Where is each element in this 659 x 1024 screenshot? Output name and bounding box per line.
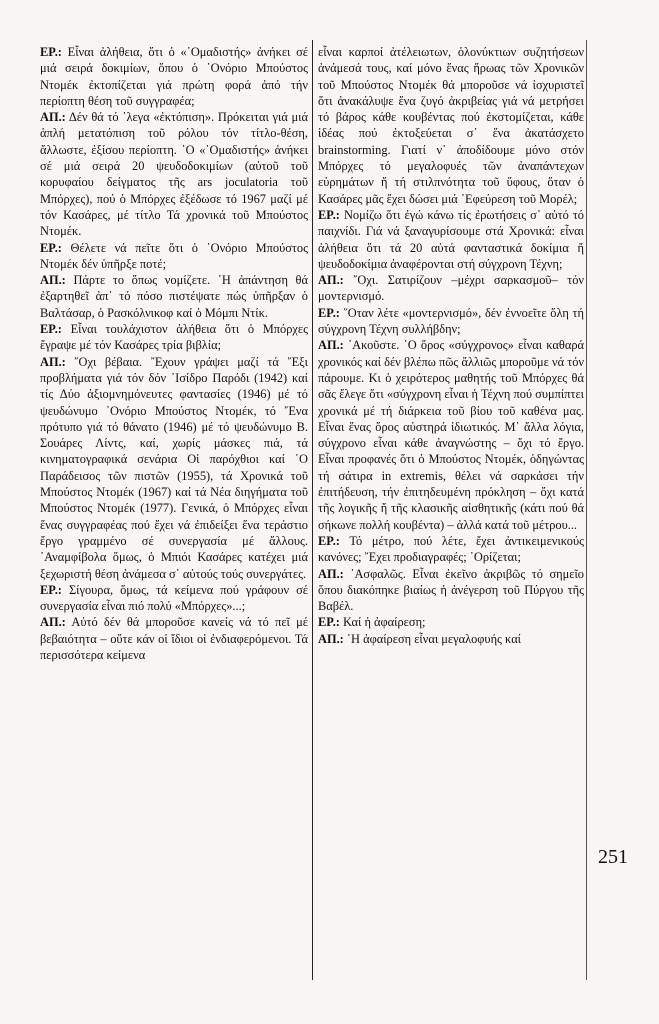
- left-column: [40, 44, 308, 663]
- speaker-label: ΕΡ.:: [40, 240, 62, 255]
- speaker-label: ΑΠ.:: [318, 631, 344, 646]
- speaker-label: ΕΡ.:: [40, 582, 62, 597]
- paragraph-text: Σίγουρα, ὅμως, τά κείμενα πού γράφουν σέ συνεργασία εἶναι πιό πολύ «Μπόρχες»...;: [40, 582, 308, 614]
- interview-paragraph: [318, 614, 584, 630]
- paragraph-text: Εἶναι ἀλήθεια, ὅτι ὁ «᾿Ομαδιστής» ἀνήκει σέ μιά σειρά δοκιμίων, ὅπου ὁ ᾿Ονόριο Μπούστος Ντομέκ ἐκτοπίζεται γιά πρώτη φορά ἀπό τήν περίοπτη θέση τοῦ συγγραφέα;: [40, 45, 308, 108]
- interview-paragraph: [318, 44, 584, 207]
- paragraph-text: ῎Οχι βέβαια. ῎Εχουν γράψει μαζί τά ῎Εξι προβλήματα γιά τόν δόν ᾿Ισίδρο Παρόδι (1942) καί τίς Δύο ἀξιομνημόνευτες φαντασίες (1946) μέ τό ψευδώνυμο ᾿Ονόριο Μπούστος Ντομέκ, τό ῎Ενα πρότυπο γιά τό θάνατο (1946) μέ τό ψευδώνυμο Β. Σουάρες Λίντς, καί, χωρίς μάσκες πιά, τά κινηματογραφικά σενάρια Οἱ παρόχθιοι καί ῾Ο Παράδεισος τῶν πιστῶν (1955), τά Χρονικά τοῦ Μπούστος Ντομέκ (1967) καί τά Νέα διηγήματα τοῦ Μπούστος Ντομέκ (1977). Γενικά, ὁ Μπόρχες εἶναι ἕνας συγγραφέας πού ἔχει νά ἐπιδείξει ἕνα τεράστιο ἔργο γραμμένο σέ συνεργασία μέ ἄλλους. ᾿Αναμφίβολα ὅμως, ὁ Μπιόι Κασάρες κατέχει μιά ξεχωριστή θέση ἀνάμεσα σ᾿ αὐτούς τούς συνεργάτες.: [40, 354, 308, 581]
- interview-paragraph: [40, 321, 308, 354]
- speaker-label: ΕΡ.:: [40, 45, 62, 59]
- speaker-label: ΑΠ.:: [40, 273, 66, 288]
- paragraph-text: Αὐτό δέν θά μποροῦσε κανείς νά τό πεῖ μέ βεβαιότητα – οὔτε κάν οἱ ἴδιοι οἱ ἐνδιαφερόμενοι. Τά περισσότερα κείμενα: [40, 615, 308, 662]
- paragraph-text: Θέλετε νά πεῖτε ὅτι ὁ ᾿Ονόριο Μπούστος Ντομέκ δέν ὑπῆρξε ποτέ;: [40, 240, 308, 271]
- paragraph-text: εἶναι καρποί ἀτέλειωτων, ὁλονύκτιων συζητήσεων ἀνάμεσά τους, καί μόνο ἕνας ἥρωας τῶν Χρονικῶν τοῦ Μπούστος Ντομέκ θά μποροῦσε νά ἰσχυριστεῖ ὅτι ἀνακάλυψε ἕνα ζυγό ἀκριβείας γιά νά μετρήσει τό βάρος κάθε κουβέντας πού ἐκστομίζεται, κάθε ἰδέας πού ἐκτοξεύεται σ᾿ ἕνα ἀκατάσχετο brainstorming. Γιατί ν᾿ ἀποδίδουμε μόνο στόν Μπόρχες τό μεγαλοφυές τῶν ἀναπάντεχων εὑρημάτων ἤ τή στιλπνότητα τοῦ ὕφους, ὅταν ὁ Κασάρες μᾶς ἔχει δώσει μιά ᾿Εφεύρεση τοῦ Μορέλ;: [318, 45, 584, 206]
- interview-paragraph: [318, 305, 584, 338]
- paragraph-text: Νομίζω ὅτι ἐγώ κάνω τίς ἐρωτήσεις σ᾿ αὐτό τό παιχνίδι. Γιά νά ξαναγυρίσουμε στά Χρονικά: εἶναι ἀλήθεια ὅτι τά 20 αὐτά φανταστικά δοκίμια ἤ ψευδοδοκίμια ἀναφέρονται στή σύγχρονη Τέχνη;: [318, 207, 584, 271]
- interview-paragraph: [318, 631, 584, 647]
- interview-paragraph: [40, 354, 308, 582]
- interview-paragraph: [40, 614, 308, 663]
- paragraph-text: Τό μέτρο, πού λέτε, ἔχει ἀντικειμενικούς κανόνες; ῎Εχει προδιαγραφές; ᾿Ορίζεται;: [318, 533, 584, 565]
- paragraph-text: Δέν θά τό ᾿λεγα «ἐκτόπιση». Πρόκειται γιά μιά ἁπλή μετατόπιση τοῦ ρόλου τόν τίτλο-θέση, ἄλλωστε, ἐξίσου περίοπτη. ᾿Ο «᾿Ομαδιστής» ἀνήκει σέ μιά σειρά 20 ψευδοδοκιμίων (αὐτοῦ τοῦ κορυφαίου δείγματος τῆς ars joculatoria τοῦ Μπόρχες), πού ὁ Μπόρχες ἐξέδωσε τό 1967 μαζί μέ τόν Κασάρες, μέ τίτλο Τά χρονικά τοῦ Μπούστος Ντομέκ.: [40, 110, 308, 239]
- paragraph-text: Καί ἡ ἀφαίρεση;: [343, 615, 426, 630]
- margin-rule: [586, 40, 587, 980]
- interview-paragraph: [40, 240, 308, 273]
- interview-paragraph: [40, 272, 308, 321]
- speaker-label: ΕΡ.:: [318, 305, 340, 320]
- interview-paragraph: [318, 533, 584, 566]
- speaker-label: ΑΠ.:: [40, 615, 66, 630]
- speaker-label: ΕΡ.:: [318, 207, 340, 222]
- interview-paragraph: [318, 272, 584, 305]
- paragraph-text: ῞Οταν λέτε «μοντερνισμό», δέν ἐννοεῖτε ὅλη τή σύγχρονη Τέχνη συλλήβδην;: [318, 305, 584, 337]
- paragraph-text: ῾Η ἀφαίρεση εἶναι μεγαλοφυής καί: [346, 631, 522, 646]
- paragraph-text: Εἶναι τουλάχιστον ἀλήθεια ὅτι ὁ Μπόρχες ἔγραψε μέ τόν Κασάρες τρία βιβλία;: [40, 322, 308, 353]
- interview-paragraph: [318, 207, 584, 272]
- speaker-label: ΕΡ.:: [318, 615, 340, 630]
- speaker-label: ΕΡ.:: [318, 533, 340, 548]
- speaker-label: ΑΠ.:: [318, 566, 344, 581]
- interview-paragraph: [40, 44, 308, 109]
- interview-paragraph: [40, 109, 308, 239]
- speaker-label: ΑΠ.:: [318, 338, 344, 353]
- speaker-label: ΑΠ.:: [40, 354, 66, 369]
- interview-paragraph: [318, 337, 584, 533]
- page-number: 251: [598, 846, 628, 868]
- speaker-label: ΑΠ.:: [318, 273, 344, 288]
- column-divider: [312, 40, 313, 980]
- right-column: [318, 44, 584, 647]
- speaker-label: ΕΡ.:: [40, 322, 62, 337]
- paragraph-text: ᾿Ασφαλῶς. Εἶναι ἐκεῖνο ἀκριβῶς τό σημεῖο ὅπου διακόπηκε βιαίως ἡ ἀνέγερση τοῦ Πύργου τῆς Βαβέλ.: [318, 566, 584, 614]
- interview-paragraph: [40, 582, 308, 615]
- paragraph-text: ᾿Ακοῦστε. ῾Ο ὅρος «σύγχρονος» εἶναι καθαρά χρονικός καί δέν βλέπω πῶς ἄλλιῶς μποροῦμε νά τόν πάρουμε. Κι ὁ χειρότερος μαθητής τοῦ Μπόρχες θά σᾶς ἔλεγε ὅτι «σύγχρονη εἶναι ἡ Τέχνη πού συμπίπτει χρονικά μέ τή διάρκεια τοῦ βίου τοῦ καθένα μας. Εἶναι ἕνας ὅρος αὐστηρά ἰδιωτικός. Μ᾿ ἄλλα λόγια, σύγχρονο εἶναι κάθε ἀναγνώστης – ὄχι τό ἔργο. Εἶναι προφανές ὅτι ὁ Μπούστος Ντομέκ, ὁδηγώντας τή σάτιρα in extremis, θέλει νά σαρκάσει τήν ἐπιτήδευση, τήν ἐπιτηδευμένη πρόκληση – ὄχι κατά τῆς λογικῆς ἤ τῆς κλασικῆς αἰσθητικῆς (κάτι πού θά σήκωνε πολλή κουβέντα) – ἀλλά κατά τοῦ μέτρου...: [318, 338, 584, 532]
- paragraph-text: Πάρτε το ὅπως νομίζετε. ῾Η ἀπάντηση θά ἐξαρτηθεῖ ἀπ᾿ τό πόσο πιστέψατε πώς ὑπῆρξαν ὁ Βαλτάσαρ, ὁ Ρασκόλνικοφ καί ὁ Μόμπι Ντίκ.: [40, 273, 308, 320]
- paragraph-text: ῎Οχι. Σατιρίζουν –μέχρι σαρκασμοῦ– τόν μοντερνισμό.: [318, 273, 584, 304]
- interview-paragraph: [318, 566, 584, 615]
- speaker-label: ΑΠ.:: [40, 110, 66, 125]
